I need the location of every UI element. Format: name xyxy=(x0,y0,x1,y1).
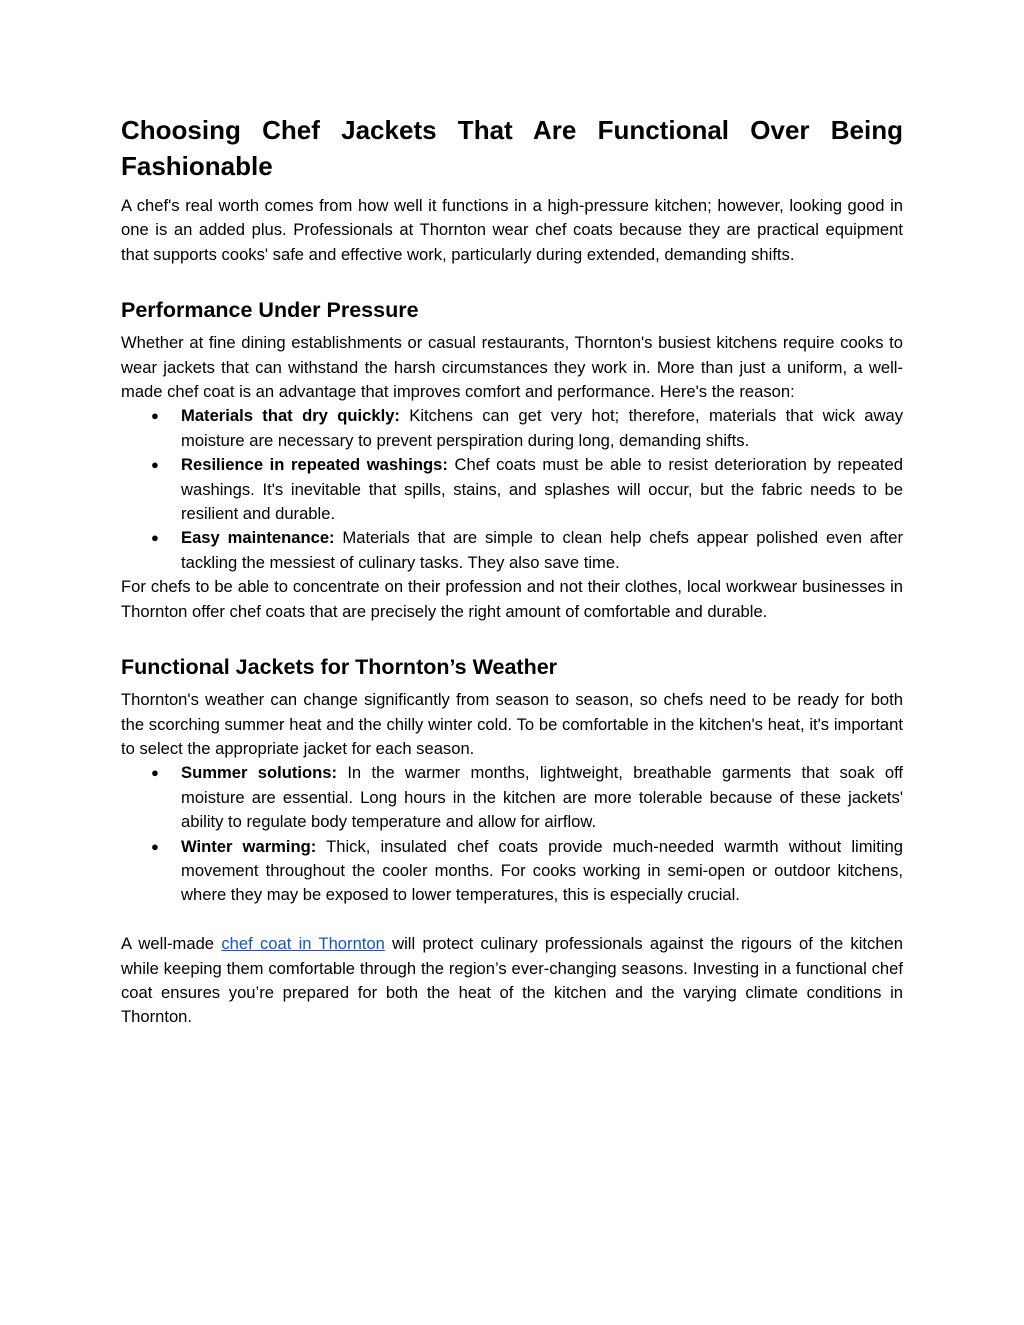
bullet-icon: ● xyxy=(151,838,159,854)
weather-paragraph: Thornton's weather can change significantly from season to season, so chefs need to be ready for both the scorching summer heat and the chilly winter cold. To be comfortable in the kitchen's heat, it's important to select the appropriate jacket for each season. xyxy=(121,690,903,758)
performance-heading: Performance Under Pressure xyxy=(121,298,419,323)
bullet-icon: ● xyxy=(151,408,159,424)
performance-list xyxy=(121,404,903,575)
conclusion-text-after: will protect culinary professionals against the rigours of the kitchen while keeping them comfortable through the region’s ever-changing seasons. Investing in a functional chef coat ensures you’re prepared for both the heat of the kitchen and the varying climate conditions in Thornton. xyxy=(121,934,904,1027)
page-title-line-2: Fashionable xyxy=(121,151,273,181)
list-item xyxy=(121,835,903,908)
conclusion-paragraph xyxy=(121,932,903,1030)
list-item-lead: Winter warming: xyxy=(181,836,317,856)
list-item-lead: Easy maintenance: xyxy=(181,528,335,548)
list-item xyxy=(121,453,903,526)
chef-coat-link[interactable]: chef coat in Thornton xyxy=(221,934,385,954)
list-item-text: Thick, insulated chef coats provide much-needed warmth without limiting movement throughout the cooler months. For cooks working in semi-open or outdoor kitchens, where they may be exposed to lower temperatures, this is especially crucial. xyxy=(181,836,903,905)
list-item-lead: Resilience in repeated washings: xyxy=(181,455,448,475)
list-item-lead: Materials that dry quickly: xyxy=(181,406,400,426)
list-item-text: Chef coats must be able to resist deterioration by repeated washings. It's inevitable that spills, stains, and splashes will occur, but the fabric needs to be resilient and durable. xyxy=(181,455,903,524)
weather-heading: Functional Jackets for Thornton’s Weather xyxy=(121,655,558,680)
list-item xyxy=(121,761,903,834)
page-title-line-1: Choosing Chef Jackets That Are Functional Over Being xyxy=(121,115,903,145)
intro-paragraph: A chef's real worth comes from how well it functions in a high-pressure kitchen; however, looking good in one is an added plus. Professionals at Thornton wear chef coats because they are practical equipment that supports cooks' safe and effective work, particularly during extended, demanding shifts. xyxy=(121,196,903,264)
bullet-icon: ● xyxy=(151,765,159,781)
performance-closing-paragraph: For chefs to be able to concentrate on their profession and not their clothes, local workwear businesses in Thornton offer chef coats that are precisely the right amount of comfortable and durable. xyxy=(121,577,903,621)
performance-paragraph: Whether at fine dining establishments or casual restaurants, Thornton's busiest kitchens require cooks to wear jackets that can withstand the harsh circumstances they work in. More than just a uniform, a well-made chef coat is an advantage that improves comfort and performance. Here's the reason: xyxy=(121,333,903,402)
list-item xyxy=(121,404,903,453)
list-item-text: Kitchens can get very hot; therefore, materials that wick away moisture are necessary to prevent perspiration during long, demanding shifts. xyxy=(181,406,903,450)
bullet-icon: ● xyxy=(151,457,159,473)
conclusion-text-before: A well-made xyxy=(121,934,222,954)
list-item-text: Materials that are simple to clean help chefs appear polished even after tackling the messiest of culinary tasks. They also save time. xyxy=(181,528,903,572)
list-item-lead: Summer solutions: xyxy=(181,763,337,783)
document-page xyxy=(121,112,903,1030)
list-item-text: In the warmer months, lightweight, breathable garments that soak off moisture are essential. Long hours in the kitchen are more tolerable because of these jackets' ability to regulate body temperature and allow for airflow. xyxy=(181,763,903,832)
list-item xyxy=(121,526,903,575)
bullet-icon: ● xyxy=(151,530,159,546)
weather-list xyxy=(121,761,903,907)
page-title xyxy=(121,112,903,184)
